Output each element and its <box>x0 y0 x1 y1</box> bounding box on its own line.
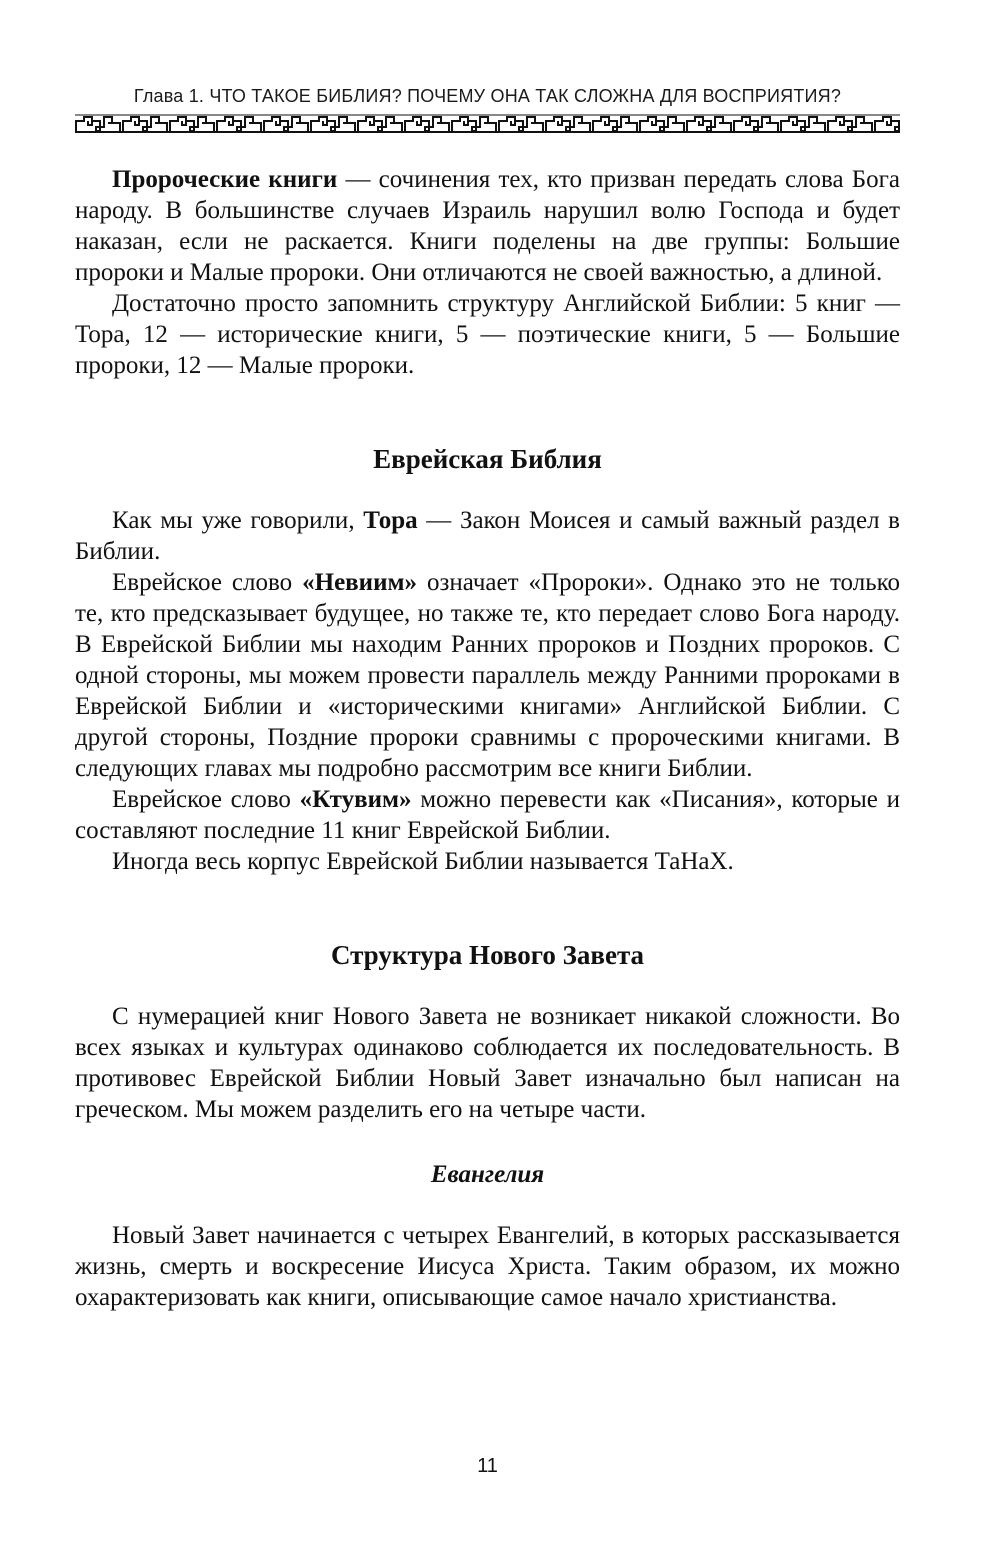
term-torah: Тора <box>363 507 418 534</box>
paragraph-neviim <box>75 567 900 784</box>
paragraph-text: Еврейское слово <box>112 786 300 813</box>
page-number: 11 <box>477 1455 498 1477</box>
page-body <box>75 164 900 1313</box>
heading-hebrew-bible: Еврейская Библия <box>373 444 602 474</box>
heading-gospels: Евангелия <box>430 1161 545 1188</box>
paragraph-text: Еврейское слово <box>112 569 303 596</box>
ornamental-border <box>75 114 900 134</box>
paragraph-text: Новый Завет начинается с четырех Евангелий, в которых рассказывается жизнь, смерть и воскресение Иисуса Христа. Таким образом, их можно охарактеризовать как книги, описывающие самое начало христианства. <box>75 1222 900 1311</box>
paragraph-text: можно перевести как «Писания», которые и составляют последние 11 книг Еврейской Библии. <box>75 786 900 844</box>
paragraph-text: — сочинения тех, кто призван передать слова Бога народу. В большинстве случаев Израиль нарушил волю Господа и будет наказан, если не раскается. Книги поделены на две группы: Большие пророки и Малые пророки. Они отличаются не своей важностью, а длиной. <box>75 166 901 286</box>
paragraph-text: Достаточно просто запомнить структуру Английской Библии: 5 книг — Тора, 12 — исторические книги, 5 — поэтические книги, 5 — Большие пророки, 12 — Малые пророки. <box>75 290 900 379</box>
paragraph-ketuvim <box>75 784 900 846</box>
heading-new-testament-structure: Структура Нового Завета <box>330 940 645 970</box>
paragraph-text: Иногда весь корпус Еврейской Библии называется ТаНаХ. <box>112 848 734 875</box>
paragraph-text: Как мы уже говорили, <box>112 507 364 534</box>
paragraph-torah <box>75 505 900 567</box>
paragraph-english-bible-structure <box>75 288 900 381</box>
paragraph-prophetic-books <box>75 164 900 288</box>
paragraph-gospels <box>75 1220 900 1313</box>
term-ketuvim: «Ктувим» <box>299 786 412 813</box>
term-neviim: «Невиим» <box>302 569 418 596</box>
paragraph-text: С нумерацией книг Нового Завета не возникает никакой сложности. Во всех языках и культурах одинаково соблюдается их последовательность. В противовес Еврейской Библии Новый Завет изначально был написан на греческом. Мы можем разделить его на четыре части. <box>75 1003 900 1123</box>
term-prophetic-books: Пророческие книги <box>112 166 338 193</box>
paragraph-tanakh <box>75 846 900 877</box>
paragraph-text: — Закон Моисея и самый важный раздел в Библии. <box>75 507 900 565</box>
paragraph-text: означает «Пророки». Однако это не только те, кто предсказывает будущее, но также те, кто передает слово Бога народу. В Еврейской Библии мы находим Ранних пророков и Поздних пророков. С одной стороны, мы можем провести параллель между Ранними пророками в Еврейской Библии и «историческими книгами» Английской Библии. С другой стороны, Поздние пророки сравнимы с пророческими книгами. В следующих главах мы подробно рассмотрим все книги Библии. <box>75 569 900 782</box>
paragraph-new-testament <box>75 1001 900 1125</box>
running-header: Глава 1. ЧТО ТАКОЕ БИБЛИЯ? ПОЧЕМУ ОНА ТАК СЛОЖНА ДЛЯ ВОСПРИЯТИЯ? <box>133 86 842 106</box>
